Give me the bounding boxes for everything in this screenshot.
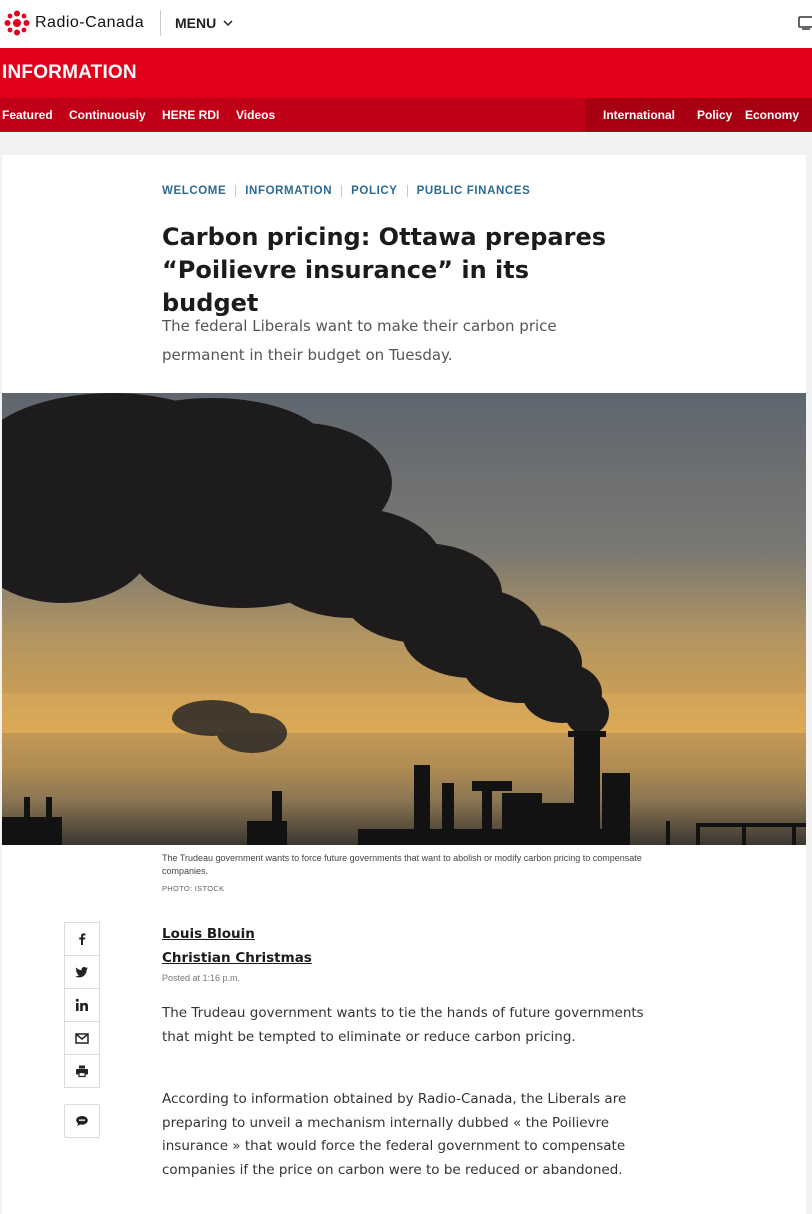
article-paragraph: The Trudeau government wants to tie the hands of future governments that might be tempted to eliminate or reduce carbon pricing. bbox=[162, 1005, 644, 1045]
breadcrumb-welcome[interactable]: WELCOME bbox=[162, 185, 227, 197]
hero-image[interactable] bbox=[2, 393, 806, 845]
breadcrumb-information[interactable]: INFORMATION bbox=[245, 185, 333, 197]
image-credit: PHOTO: ISTOCK bbox=[162, 884, 225, 893]
section-title[interactable]: INFORMATION bbox=[2, 62, 137, 83]
radio-canada-gem-icon bbox=[4, 10, 30, 36]
article-headline: Carbon pricing: Ottawa prepares “Poilievre insurance” in its budget bbox=[162, 223, 606, 317]
subnav-item-videos[interactable]: Videos bbox=[236, 108, 276, 122]
comment-icon bbox=[75, 1114, 89, 1128]
image-caption: The Trudeau government wants to force future governments that want to abolish or modify carbon pricing to compensate companies. bbox=[162, 853, 642, 876]
posted-time: Posted at 1:16 p.m. bbox=[162, 973, 241, 983]
share-twitter-button[interactable] bbox=[64, 955, 100, 989]
menu-button[interactable] bbox=[175, 15, 234, 31]
twitter-icon bbox=[75, 965, 89, 979]
chevron-down-icon bbox=[222, 17, 234, 29]
section-header bbox=[0, 48, 812, 98]
section-subnav bbox=[0, 98, 812, 132]
share-facebook-button[interactable] bbox=[64, 922, 100, 956]
subnav-item-featured[interactable]: Featured bbox=[2, 108, 53, 122]
share-email-button[interactable] bbox=[64, 1021, 100, 1055]
linkedin-icon bbox=[75, 998, 89, 1012]
top-divider bbox=[160, 10, 161, 36]
share-print-button[interactable] bbox=[64, 1054, 100, 1088]
smokestack-sunset-illustration bbox=[2, 393, 806, 845]
comments-button[interactable] bbox=[64, 1104, 100, 1138]
brand-name: Radio-Canada bbox=[35, 14, 145, 31]
share-linkedin-button[interactable] bbox=[64, 988, 100, 1022]
print-icon bbox=[75, 1064, 89, 1078]
top-bar bbox=[0, 0, 812, 48]
brand-logo[interactable] bbox=[4, 10, 144, 36]
subnav-right-group bbox=[585, 98, 812, 132]
breadcrumb-separator bbox=[235, 185, 236, 197]
subnav-item-continuously[interactable]: Continuously bbox=[69, 108, 146, 122]
email-icon bbox=[75, 1031, 89, 1045]
breadcrumb-separator bbox=[341, 185, 342, 197]
subnav-item-here-rdi[interactable]: HERE RDI bbox=[162, 108, 220, 122]
breadcrumb-public-finances[interactable]: PUBLIC FINANCES bbox=[416, 185, 531, 197]
subnav-item-international[interactable]: International bbox=[603, 108, 676, 122]
article-card bbox=[2, 155, 806, 1214]
subnav-item-policy[interactable]: Policy bbox=[697, 108, 733, 122]
author-link[interactable]: Christian Christmas bbox=[162, 950, 312, 966]
article-paragraph: According to information obtained by Radio-Canada, the Liberals are preparing to unveil a mechanism internally dubbed « the Poilievre insurance » that would force the federal government to compensate companies if the price on carbon were to be reduced or abandoned. bbox=[162, 1091, 627, 1178]
facebook-icon bbox=[75, 932, 89, 946]
menu-label: MENU bbox=[175, 15, 217, 31]
subnav-item-economy[interactable]: Economy bbox=[745, 108, 800, 122]
author-link[interactable]: Louis Blouin bbox=[162, 926, 255, 942]
breadcrumb-separator bbox=[407, 185, 408, 197]
breadcrumb-policy[interactable]: POLICY bbox=[351, 185, 398, 197]
share-rail bbox=[64, 923, 100, 1138]
tv-icon[interactable] bbox=[798, 15, 812, 31]
article-dek: The federal Liberals want to make their carbon price permanent in their budget on Tuesday. bbox=[162, 317, 557, 364]
breadcrumb bbox=[162, 185, 530, 197]
